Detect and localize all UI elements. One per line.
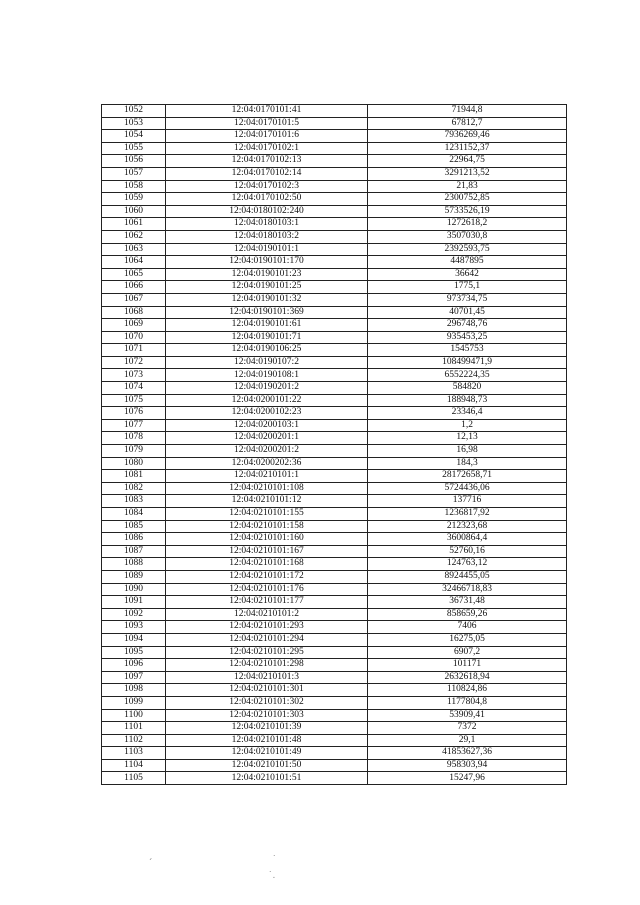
table-row bbox=[102, 545, 567, 558]
row-number: 1081 bbox=[102, 470, 166, 483]
value-cell: 973734,75 bbox=[368, 293, 567, 306]
cadastral-number: 12:04:0190101:71 bbox=[166, 331, 368, 344]
row-number: 1094 bbox=[102, 633, 166, 646]
value-cell: 296748,76 bbox=[368, 319, 567, 332]
row-number: 1065 bbox=[102, 268, 166, 281]
row-number: 1093 bbox=[102, 621, 166, 634]
value-cell: 584820 bbox=[368, 382, 567, 395]
table-row bbox=[102, 268, 567, 281]
table-row bbox=[102, 142, 567, 155]
table-row bbox=[102, 722, 567, 735]
cadastral-number: 12:04:0190101:25 bbox=[166, 281, 368, 294]
value-cell: 71944,8 bbox=[368, 105, 567, 118]
table-row bbox=[102, 457, 567, 470]
row-number: 1074 bbox=[102, 382, 166, 395]
cadastral-number: 12:04:0170102:13 bbox=[166, 155, 368, 168]
value-cell: 28172658,71 bbox=[368, 470, 567, 483]
row-number: 1072 bbox=[102, 356, 166, 369]
table-row bbox=[102, 281, 567, 294]
table-row bbox=[102, 659, 567, 672]
value-cell: 16275,05 bbox=[368, 633, 567, 646]
table-row bbox=[102, 709, 567, 722]
table-row bbox=[102, 633, 567, 646]
row-number: 1090 bbox=[102, 583, 166, 596]
row-number: 1102 bbox=[102, 734, 166, 747]
value-cell: 3600864,4 bbox=[368, 533, 567, 546]
cadastral-number: 12:04:0200201:2 bbox=[166, 445, 368, 458]
row-number: 1089 bbox=[102, 570, 166, 583]
table-body bbox=[102, 105, 567, 785]
row-number: 1060 bbox=[102, 205, 166, 218]
row-number: 1078 bbox=[102, 432, 166, 445]
cadastral-number: 12:04:0200101:22 bbox=[166, 394, 368, 407]
row-number: 1085 bbox=[102, 520, 166, 533]
table-row bbox=[102, 470, 567, 483]
cadastral-number: 12:04:0190107:2 bbox=[166, 356, 368, 369]
value-cell: 8924455,05 bbox=[368, 570, 567, 583]
value-cell: 1177804,8 bbox=[368, 696, 567, 709]
table-row bbox=[102, 671, 567, 684]
table-row bbox=[102, 193, 567, 206]
row-number: 1052 bbox=[102, 105, 166, 118]
table-row bbox=[102, 306, 567, 319]
value-cell: 1545753 bbox=[368, 344, 567, 357]
row-number: 1104 bbox=[102, 759, 166, 772]
cadastral-number: 12:04:0210101:51 bbox=[166, 772, 368, 785]
table-row bbox=[102, 583, 567, 596]
cadastral-number: 12:04:0170102:50 bbox=[166, 193, 368, 206]
row-number: 1101 bbox=[102, 722, 166, 735]
cadastral-number: 12:04:0180103:1 bbox=[166, 218, 368, 231]
table-row bbox=[102, 130, 567, 143]
value-cell: 3507030,8 bbox=[368, 230, 567, 243]
row-number: 1100 bbox=[102, 709, 166, 722]
row-number: 1066 bbox=[102, 281, 166, 294]
value-cell: 958303,94 bbox=[368, 759, 567, 772]
table-row bbox=[102, 256, 567, 269]
table-row bbox=[102, 445, 567, 458]
table-row bbox=[102, 331, 567, 344]
cadastral-number: 12:04:0210101:302 bbox=[166, 696, 368, 709]
table-row bbox=[102, 570, 567, 583]
cadastral-number: 12:04:0210101:294 bbox=[166, 633, 368, 646]
row-number: 1099 bbox=[102, 696, 166, 709]
row-number: 1080 bbox=[102, 457, 166, 470]
cadastral-number: 12:04:0210101:39 bbox=[166, 722, 368, 735]
table-row bbox=[102, 533, 567, 546]
table-row bbox=[102, 419, 567, 432]
value-cell: 21,83 bbox=[368, 180, 567, 193]
table-row bbox=[102, 407, 567, 420]
cadastral-number: 12:04:0170101:41 bbox=[166, 105, 368, 118]
row-number: 1076 bbox=[102, 407, 166, 420]
cadastral-number: 12:04:0210101:177 bbox=[166, 596, 368, 609]
row-number: 1073 bbox=[102, 369, 166, 382]
table-row bbox=[102, 117, 567, 130]
cadastral-number: 12:04:0200103:1 bbox=[166, 419, 368, 432]
value-cell: 22964,75 bbox=[368, 155, 567, 168]
table-row bbox=[102, 218, 567, 231]
table-row bbox=[102, 621, 567, 634]
row-number: 1062 bbox=[102, 230, 166, 243]
table-row bbox=[102, 205, 567, 218]
row-number: 1064 bbox=[102, 256, 166, 269]
cadastral-number: 12:04:0180103:2 bbox=[166, 230, 368, 243]
table-row bbox=[102, 558, 567, 571]
row-number: 1079 bbox=[102, 445, 166, 458]
row-number: 1058 bbox=[102, 180, 166, 193]
cadastral-number: 12:04:0210101:1 bbox=[166, 470, 368, 483]
table-row bbox=[102, 356, 567, 369]
value-cell: 23346,4 bbox=[368, 407, 567, 420]
row-number: 1059 bbox=[102, 193, 166, 206]
row-number: 1063 bbox=[102, 243, 166, 256]
table-row bbox=[102, 394, 567, 407]
value-cell: 4487895 bbox=[368, 256, 567, 269]
cadastral-number: 12:04:0190101:61 bbox=[166, 319, 368, 332]
row-number: 1091 bbox=[102, 596, 166, 609]
value-cell: 29,1 bbox=[368, 734, 567, 747]
value-cell: 7936269,46 bbox=[368, 130, 567, 143]
row-number: 1070 bbox=[102, 331, 166, 344]
table-row bbox=[102, 759, 567, 772]
cadastral-number: 12:04:0210101:167 bbox=[166, 545, 368, 558]
value-cell: 7372 bbox=[368, 722, 567, 735]
value-cell: 52760,16 bbox=[368, 545, 567, 558]
value-cell: 110824,86 bbox=[368, 684, 567, 697]
data-table bbox=[101, 104, 567, 785]
table-row bbox=[102, 382, 567, 395]
table-row bbox=[102, 772, 567, 785]
cadastral-number: 12:04:0210101:3 bbox=[166, 671, 368, 684]
cadastral-number: 12:04:0210101:301 bbox=[166, 684, 368, 697]
table-row bbox=[102, 495, 567, 508]
table-row bbox=[102, 747, 567, 760]
cadastral-number: 12:04:0190101:1 bbox=[166, 243, 368, 256]
row-number: 1053 bbox=[102, 117, 166, 130]
scan-speck-left: ˏ bbox=[148, 851, 153, 861]
value-cell: 935453,25 bbox=[368, 331, 567, 344]
row-number: 1068 bbox=[102, 306, 166, 319]
cadastral-number: 12:04:0210101:12 bbox=[166, 495, 368, 508]
row-number: 1092 bbox=[102, 608, 166, 621]
cadastral-number: 12:04:0170101:5 bbox=[166, 117, 368, 130]
value-cell: 1,2 bbox=[368, 419, 567, 432]
value-cell: 3291213,52 bbox=[368, 167, 567, 180]
cadastral-number: 12:04:0210101:176 bbox=[166, 583, 368, 596]
row-number: 1095 bbox=[102, 646, 166, 659]
cadastral-number: 12:04:0190101:23 bbox=[166, 268, 368, 281]
cadastral-number: 12:04:0170102:3 bbox=[166, 180, 368, 193]
value-cell: 41853627,36 bbox=[368, 747, 567, 760]
table-row bbox=[102, 293, 567, 306]
row-number: 1054 bbox=[102, 130, 166, 143]
value-cell: 124763,12 bbox=[368, 558, 567, 571]
table-row bbox=[102, 684, 567, 697]
cadastral-number: 12:04:0210101:48 bbox=[166, 734, 368, 747]
table-row bbox=[102, 344, 567, 357]
cadastral-number: 12:04:0190101:32 bbox=[166, 293, 368, 306]
value-cell: 5733526,19 bbox=[368, 205, 567, 218]
row-number: 1086 bbox=[102, 533, 166, 546]
row-number: 1061 bbox=[102, 218, 166, 231]
table-row bbox=[102, 180, 567, 193]
row-number: 1056 bbox=[102, 155, 166, 168]
row-number: 1103 bbox=[102, 747, 166, 760]
cadastral-number: 12:04:0190101:369 bbox=[166, 306, 368, 319]
value-cell: 2632618,94 bbox=[368, 671, 567, 684]
value-cell: 2300752,85 bbox=[368, 193, 567, 206]
row-number: 1088 bbox=[102, 558, 166, 571]
cadastral-number: 12:04:0190108:1 bbox=[166, 369, 368, 382]
table-row bbox=[102, 608, 567, 621]
value-cell: 184,3 bbox=[368, 457, 567, 470]
value-cell: 2392593,75 bbox=[368, 243, 567, 256]
row-number: 1096 bbox=[102, 659, 166, 672]
value-cell: 212323,68 bbox=[368, 520, 567, 533]
cadastral-number: 12:04:0170102:14 bbox=[166, 167, 368, 180]
cadastral-number: 12:04:0210101:160 bbox=[166, 533, 368, 546]
cadastral-number: 12:04:0190201:2 bbox=[166, 382, 368, 395]
table-row bbox=[102, 230, 567, 243]
cadastral-number: 12:04:0210101:172 bbox=[166, 570, 368, 583]
cadastral-number: 12:04:0210101:293 bbox=[166, 621, 368, 634]
value-cell: 6907,2 bbox=[368, 646, 567, 659]
table-row bbox=[102, 482, 567, 495]
value-cell: 1231152,37 bbox=[368, 142, 567, 155]
value-cell: 36731,48 bbox=[368, 596, 567, 609]
value-cell: 40701,45 bbox=[368, 306, 567, 319]
cadastral-number: 12:04:0210101:2 bbox=[166, 608, 368, 621]
cadastral-number: 12:04:0190101:170 bbox=[166, 256, 368, 269]
table-row bbox=[102, 155, 567, 168]
row-number: 1105 bbox=[102, 772, 166, 785]
cadastral-number: 12:04:0210101:158 bbox=[166, 520, 368, 533]
table-row bbox=[102, 105, 567, 118]
value-cell: 137716 bbox=[368, 495, 567, 508]
row-number: 1075 bbox=[102, 394, 166, 407]
cadastral-number: 12:04:0170102:1 bbox=[166, 142, 368, 155]
value-cell: 16,98 bbox=[368, 445, 567, 458]
value-cell: 188948,73 bbox=[368, 394, 567, 407]
value-cell: 7406 bbox=[368, 621, 567, 634]
cadastral-number: 12:04:0210101:303 bbox=[166, 709, 368, 722]
value-cell: 53909,41 bbox=[368, 709, 567, 722]
row-number: 1098 bbox=[102, 684, 166, 697]
cadastral-number: 12:04:0210101:50 bbox=[166, 759, 368, 772]
value-cell: 32466718,83 bbox=[368, 583, 567, 596]
cadastral-number: 12:04:0180102:240 bbox=[166, 205, 368, 218]
row-number: 1071 bbox=[102, 344, 166, 357]
value-cell: 858659,26 bbox=[368, 608, 567, 621]
scan-speck-low: ˙. bbox=[268, 871, 276, 881]
value-cell: 108499471,9 bbox=[368, 356, 567, 369]
table-row bbox=[102, 167, 567, 180]
table-row bbox=[102, 520, 567, 533]
value-cell: 6552224,35 bbox=[368, 369, 567, 382]
row-number: 1055 bbox=[102, 142, 166, 155]
table-row bbox=[102, 508, 567, 521]
row-number: 1084 bbox=[102, 508, 166, 521]
table-row bbox=[102, 319, 567, 332]
table-row bbox=[102, 734, 567, 747]
cadastral-number: 12:04:0210101:49 bbox=[166, 747, 368, 760]
table-row bbox=[102, 646, 567, 659]
value-cell: 1236817,92 bbox=[368, 508, 567, 521]
value-cell: 15247,96 bbox=[368, 772, 567, 785]
scan-speck-right: ˙ bbox=[272, 855, 277, 865]
row-number: 1077 bbox=[102, 419, 166, 432]
table-row bbox=[102, 243, 567, 256]
value-cell: 12,13 bbox=[368, 432, 567, 445]
value-cell: 36642 bbox=[368, 268, 567, 281]
value-cell: 101171 bbox=[368, 659, 567, 672]
cadastral-number: 12:04:0170101:6 bbox=[166, 130, 368, 143]
value-cell: 1775,1 bbox=[368, 281, 567, 294]
cadastral-number: 12:04:0210101:155 bbox=[166, 508, 368, 521]
row-number: 1082 bbox=[102, 482, 166, 495]
row-number: 1067 bbox=[102, 293, 166, 306]
row-number: 1097 bbox=[102, 671, 166, 684]
row-number: 1087 bbox=[102, 545, 166, 558]
cadastral-number: 12:04:0210101:298 bbox=[166, 659, 368, 672]
cadastral-number: 12:04:0190106:25 bbox=[166, 344, 368, 357]
table-row bbox=[102, 369, 567, 382]
table-row bbox=[102, 696, 567, 709]
cadastral-number: 12:04:0210101:295 bbox=[166, 646, 368, 659]
cadastral-number: 12:04:0200202:36 bbox=[166, 457, 368, 470]
cadastral-number: 12:04:0200102:23 bbox=[166, 407, 368, 420]
cadastral-number: 12:04:0210101:108 bbox=[166, 482, 368, 495]
cadastral-number: 12:04:0210101:168 bbox=[166, 558, 368, 571]
value-cell: 67812,7 bbox=[368, 117, 567, 130]
row-number: 1083 bbox=[102, 495, 166, 508]
value-cell: 1272618,2 bbox=[368, 218, 567, 231]
cadastral-number: 12:04:0200201:1 bbox=[166, 432, 368, 445]
table-row bbox=[102, 596, 567, 609]
row-number: 1057 bbox=[102, 167, 166, 180]
value-cell: 5724436,06 bbox=[368, 482, 567, 495]
row-number: 1069 bbox=[102, 319, 166, 332]
table-row bbox=[102, 432, 567, 445]
